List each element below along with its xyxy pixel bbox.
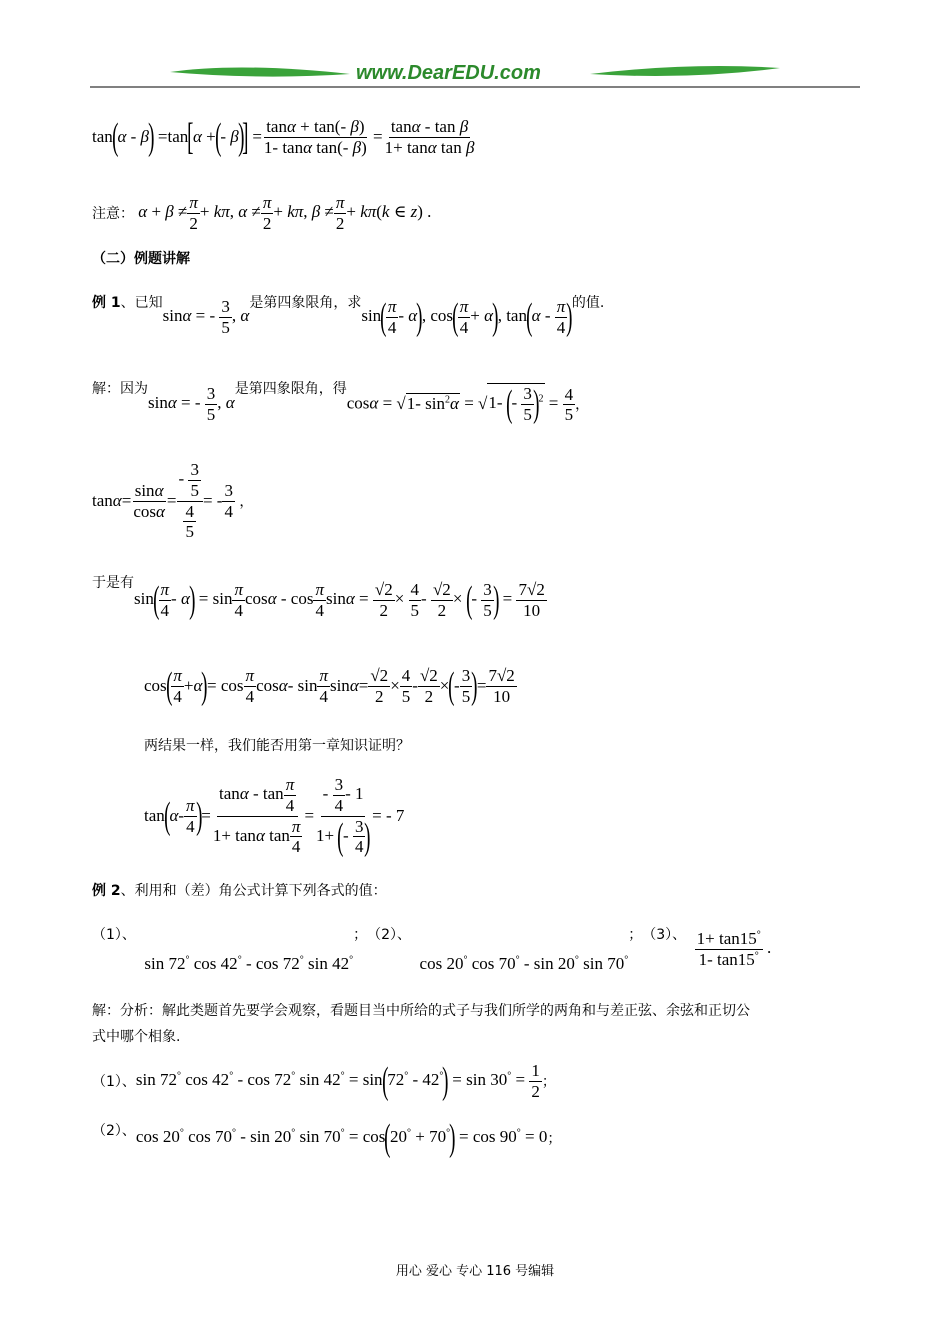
header-banner: [90, 62, 860, 90]
note-line: 注意： α + β ≠ $\frac{\pi}{2}$ + kπ, α ≠ $\frac{\pi}{2}$ + kπ, β ≠ $\frac{\pi}{2}$ + kπ(k ∈ z) .: [92, 192, 432, 233]
example-1-label: 例 1: [92, 295, 121, 311]
solution-tan-result: tan ( α - $\frac{\pi}{4}$ ) = tanα - tan $\frac{\pi}{4}$ 1+ tanα tan $\frac{\pi}{4}$ = - $\frac{3}{4}$ - 1 1+ (- $\frac{3}{4}$ ) = - 7: [144, 775, 405, 858]
example-1: 例 1 、已知 sinα = - $\frac{3}{5}$ , α 是第四象限角，求 sin( $\frac{\pi}{4}$ - α), cos( $\frac{\pi}{4}$ + α), tan(α - $\frac{\pi}{4}$ ) 的值.: [92, 292, 604, 342]
site-url[interactable]: www.DearEDU.com: [356, 62, 541, 84]
same-result-text: 两结果一样，我们能否用第一章知识证明？: [144, 738, 410, 754]
answer-1: （1）、 sin 72° cos 42° - cos 72° sin 42° = sin(72° - 42°) = sin 30° = $\frac{1}{2}$ ；: [92, 1060, 556, 1102]
example-2: 例 2、利用和（差）角公式计算下列各式的值：: [92, 883, 387, 899]
analysis-text: 解：分析：解此类题首先要学会观察，看题目当中所给的式子与我们所学的两角和与差正弦、余弦和正切公: [92, 1003, 750, 1019]
solution-cos: 解：因为 sinα = - $\frac{3}{5}$ , α 是第四象限角，得 cosα = √ 1- $\sin^2\alpha$ = √ 1- (- $\frac{3}{5}$ )$^2$ = $\frac{4}{5}$ ，: [92, 381, 590, 426]
note-label: 注意：: [92, 206, 134, 222]
solution-cos-result: cos ( $\frac{\pi}{4}$ + α ) = cos $\frac{\pi}{4}$ cos α - sin $\frac{\pi}{4}$ sin α = $\frac{√2}{2}$ × $\frac{4}{5}$ - $\frac{√2}{2}$ × ( - $\frac{3}{5}$ ) = $\frac{7√2}{10}$: [144, 665, 515, 707]
solution-sin-result: 于是有 sin( $\frac{\pi}{4}$ - α) = sin $\frac{\pi}{4}$ cosα - cos $\frac{\pi}{4}$ sinα = $\frac{√2}{2}$ × $\frac{4}{5}$ - $\frac{√2}{2}$ × (- $\frac{3}{5}$ ) = $\frac{7√2}{10}$: [92, 575, 545, 621]
example-2-items: （1）、 sin 72° cos 42° - cos 72° sin 42° ； （2）、 cos 20° cos 70° - sin 20° sin 70° ； （3）、 $\frac{1+ \tan 15^\circ}{1- \tan 15^\circ}$ .: [92, 927, 772, 973]
section-title: （二）例题讲解: [92, 251, 190, 267]
answer-2: （2）、 cos 20° cos 70° - sin 20° sin 70° = cos(20° + 70°) = cos 90° = 0 ；: [92, 1117, 562, 1159]
analysis-text-2: 式中哪个相象.: [92, 1029, 181, 1045]
page-footer: 用心 爱心 专心 116 号编辑: [395, 1264, 555, 1279]
formula-tan-difference: tan ( α - β ) =tan [ α + ( - β ) ] = $\frac{\tan\alpha + \tan(- \beta)}{\text{1- tanα tan(- β)}}$ = $\frac{\text{tanα - tan β}}{\text{1+ tanα tan β}}$: [92, 116, 475, 158]
solution-tan: tan α = $\frac{\sin\alpha}{\cos\alpha}$ = - $\frac{3}{5}$ $\frac{4}{5}$ = - $\frac{3}{4}$ ，: [92, 460, 254, 542]
